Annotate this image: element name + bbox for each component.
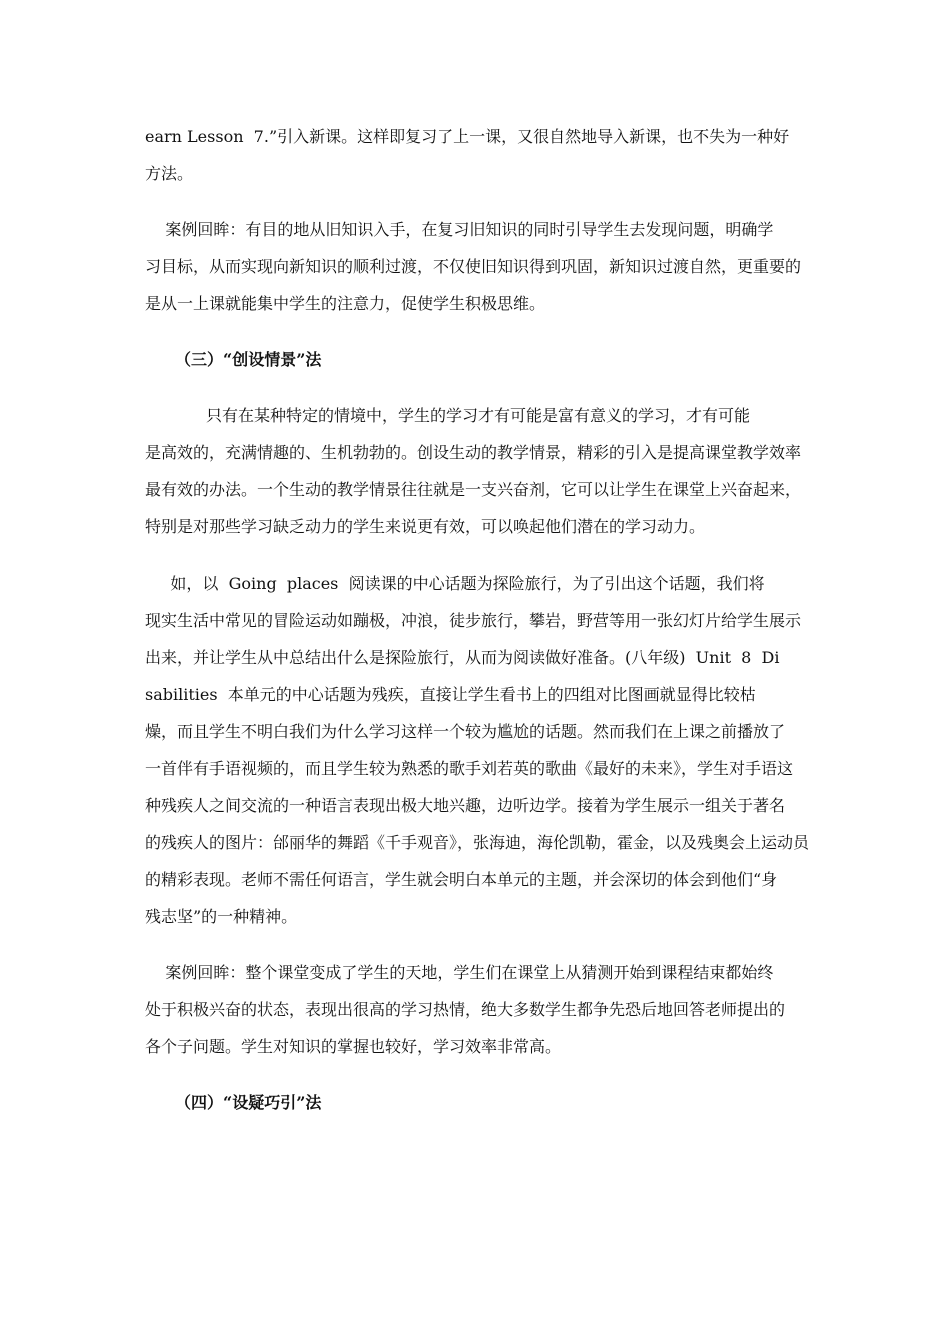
paragraph-line: 最有效的办法。一个生动的教学情景往往就是一支兴奋剂，它可以让学生在课堂上兴奋起来， <box>145 480 802 499</box>
paragraph-line: 燥，而且学生不明白我们为什么学习这样一个较为尴尬的话题。然而我们在上课之前播放了 <box>145 722 786 741</box>
paragraph-line: 只有在某种特定的情境中，学生的学习才有可能是富有意义的学习，才有可能 <box>145 406 751 425</box>
paragraph-line: 方法。 <box>145 164 194 183</box>
paragraph-line: earn Lesson 7.”引入新课。这样即复习了上一课，又很自然地导入新课，也不失为一种好 <box>145 127 790 146</box>
paragraph-line: 一首伴有手语视频的，而且学生较为熟悉的歌手刘若英的歌曲《最好的未来》，学生对手语这 <box>145 759 794 778</box>
paragraph-line: 处于积极兴奋的状态，表现出很高的学习热情，绝大多数学生都争先恐后地回答老师提出的 <box>145 1000 786 1019</box>
paragraph-line: 习目标，从而实现向新知识的顺利过渡，不仅使旧知识得到巩固，新知识过渡自然，更重要的 <box>145 257 802 276</box>
paragraph-line: 残志坚”的一种精神。 <box>145 907 298 926</box>
paragraph-line: 是从一上课就能集中学生的注意力，促使学生积极思维。 <box>145 294 546 313</box>
paragraph-line: 出来，并让学生从中总结出什么是探险旅行，从而为阅读做好准备。(八年级) Unit 8 Di <box>145 648 780 667</box>
paragraph-line: sabilities 本单元的中心话题为残疾，直接让学生看书上的四组对比图画就显得比较枯 <box>145 685 756 704</box>
paragraph-line: 的残疾人的图片：邰丽华的舞蹈《千手观音》，张海迪，海伦凯勒，霍金，以及残奥会上运动员 <box>145 833 810 852</box>
paragraph-line: 各个子问题。学生对知识的掌握也较好，学习效率非常高。 <box>145 1037 562 1056</box>
section-heading: （三）“创设情景”法 <box>175 350 322 369</box>
paragraph-line: 案例回眸：有目的地从旧知识入手，在复习旧知识的同时引导学生去发现问题，明确学 <box>145 220 774 239</box>
paragraph-line: 的精彩表现。老师不需任何语言，学生就会明白本单元的主题，并会深切的体会到他们“身 <box>145 870 778 889</box>
paragraph-line: 种残疾人之间交流的一种语言表现出极大地兴趣，边听边学。接着为学生展示一组关于著名 <box>145 796 786 815</box>
paragraph-line: 是高效的，充满情趣的、生机勃勃的。创设生动的教学情景，精彩的引入是提高课堂教学效率 <box>145 443 802 462</box>
paragraph-line: 现实生活中常见的冒险运动如蹦极，冲浪，徒步旅行，攀岩，野营等用一张幻灯片给学生展示 <box>145 611 802 630</box>
section-heading: （四）“设疑巧引”法 <box>175 1093 322 1112</box>
paragraph-line: 如，以 Going places 阅读课的中心话题为探险旅行，为了引出这个话题，我们将 <box>145 574 765 593</box>
paragraph-line: 案例回眸：整个课堂变成了学生的天地，学生们在课堂上从猜测开始到课程结束都始终 <box>145 963 774 982</box>
paragraph-line: 特别是对那些学习缺乏动力的学生来说更有效，可以唤起他们潜在的学习动力。 <box>145 517 706 536</box>
